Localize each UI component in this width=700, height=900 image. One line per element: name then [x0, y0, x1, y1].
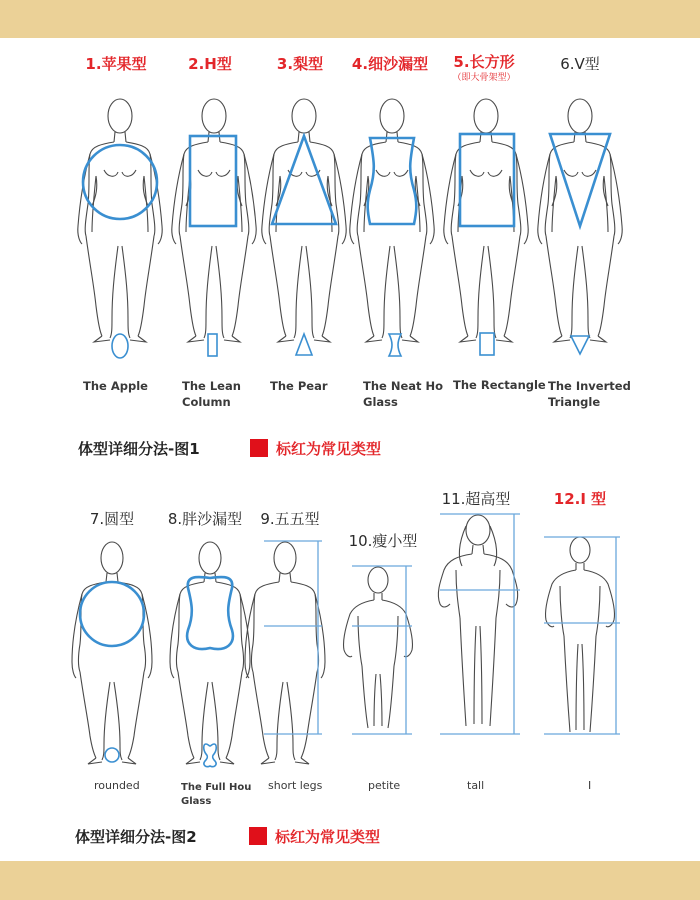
full-hourglass-figure	[170, 542, 250, 764]
label-full-hourglass-line1: The Full Hou	[181, 782, 252, 793]
rounded-figure	[72, 542, 152, 764]
label-apple: The Apple	[83, 379, 148, 393]
label-rounded: rounded	[94, 779, 140, 792]
type-title-rectangle: 5.长方形	[453, 53, 515, 71]
label-hourglass-line2: Glass	[363, 395, 398, 409]
label-v-line1: The Inverted	[548, 379, 631, 393]
i-type-figure	[545, 537, 614, 732]
full-hourglass-outline	[187, 577, 233, 649]
label-short-legs: short legs	[268, 779, 323, 792]
type-subtitle-rectangle: （即大骨架型）	[452, 73, 516, 83]
short-legs-figure	[245, 542, 325, 764]
type-title-tall: 11.超高型	[441, 490, 511, 508]
i-type-measure-lines	[544, 537, 620, 734]
petite-figure	[343, 567, 412, 728]
figure2-caption: 体型详细分法-图2	[75, 828, 197, 846]
label-pear: The Pear	[270, 379, 328, 393]
tall-measure-lines	[440, 514, 520, 734]
label-v-line2: Triangle	[548, 395, 601, 409]
figure1-legend: 标红为常见类型	[276, 440, 382, 458]
type-title-hourglass: 4.细沙漏型	[351, 55, 429, 73]
figure2-legend: 标红为常见类型	[275, 828, 381, 846]
rounded-outline-circle	[80, 582, 144, 646]
legend-red-square-2	[249, 827, 267, 845]
figure1-caption: 体型详细分法-图1	[78, 440, 200, 458]
type-title-rounded: 7.圆型	[89, 510, 135, 528]
peanut-icon	[204, 744, 217, 767]
type-title-petite: 10.瘦小型	[348, 532, 418, 550]
type-title-full-hourglass: 8.胖沙漏型	[167, 510, 243, 528]
label-i-type: I	[588, 779, 592, 792]
type-title-h: 2.H型	[188, 55, 232, 73]
type-title-apple: 1.苹果型	[85, 55, 147, 73]
label-lean-line2: Column	[182, 395, 231, 409]
label-petite: petite	[368, 779, 401, 792]
type-title-i: 12.I 型	[553, 490, 607, 508]
tall-figure	[438, 515, 517, 726]
label-lean-line1: The Lean	[182, 379, 241, 393]
label-tall: tall	[467, 779, 485, 792]
label-full-hourglass-line2: Glass	[181, 796, 212, 807]
label-rectangle: The Rectangle	[453, 378, 546, 392]
circle-icon-small	[105, 748, 119, 762]
type-title-short-legs: 9.五五型	[260, 510, 320, 528]
bottom-band	[0, 861, 700, 900]
type-title-pear: 3.梨型	[276, 55, 324, 73]
label-hourglass-line1: The Neat Ho	[363, 379, 444, 393]
type-title-v: 6.V型	[560, 55, 600, 73]
